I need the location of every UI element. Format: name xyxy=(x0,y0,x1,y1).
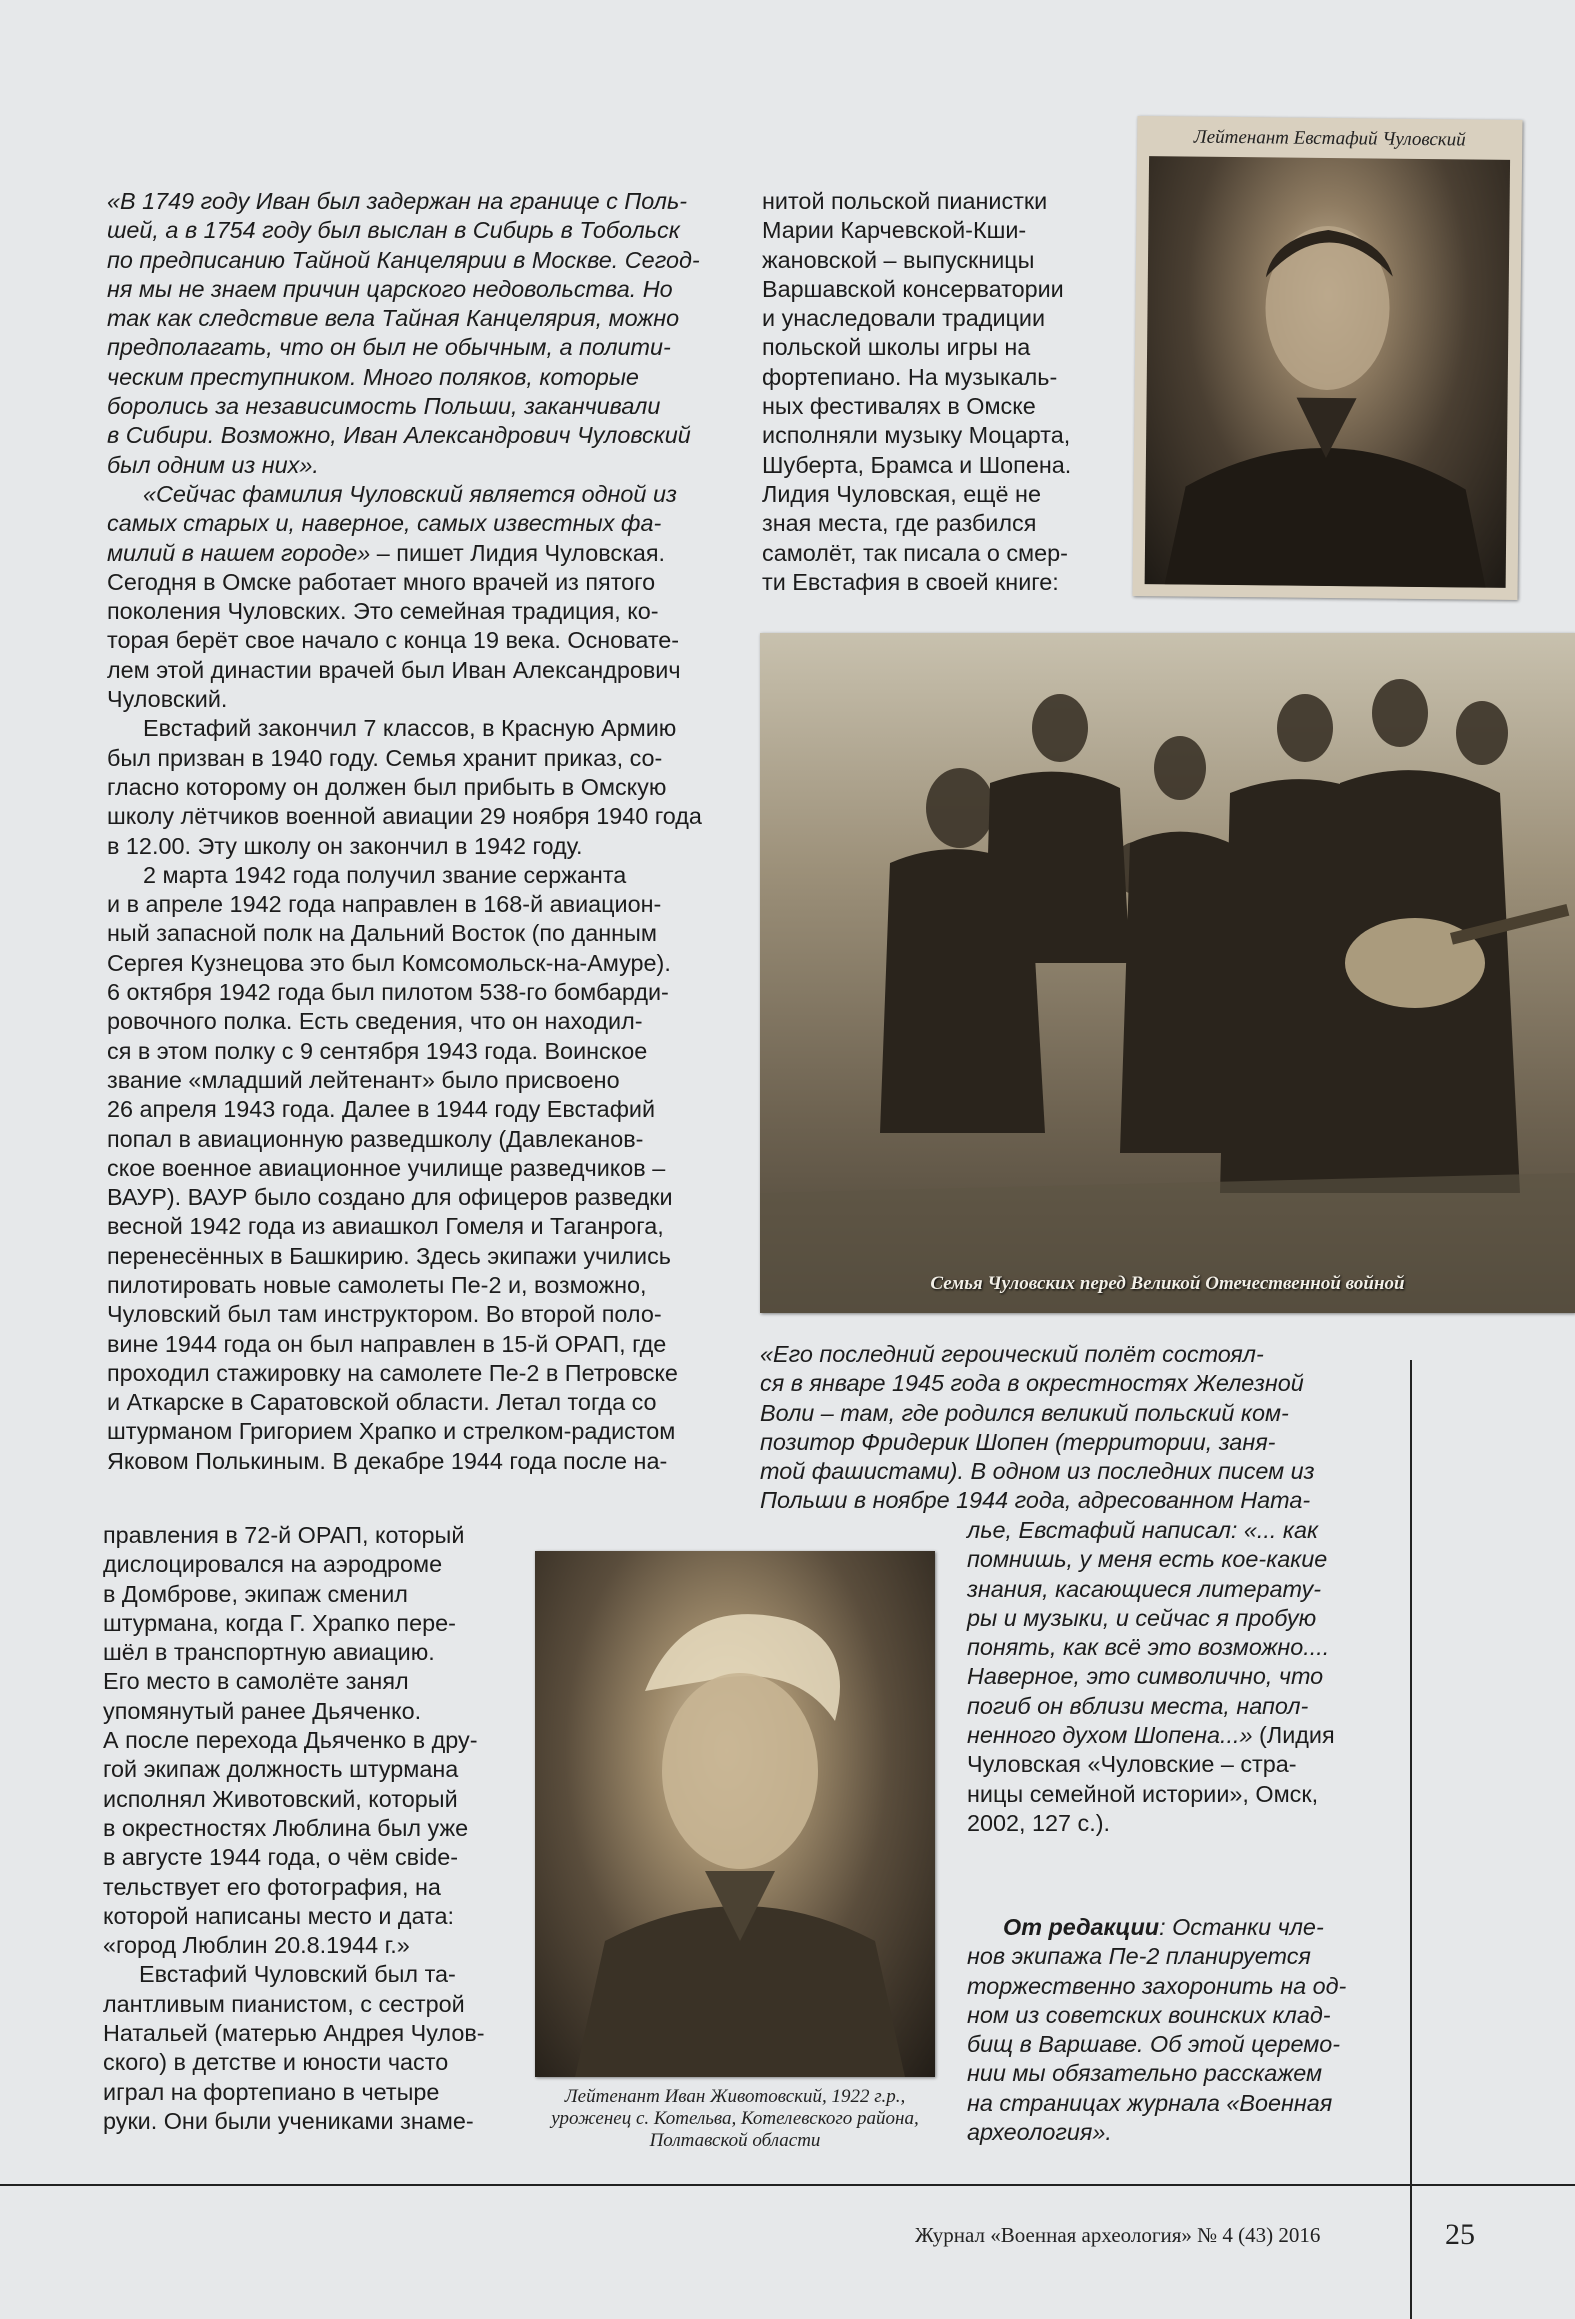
quote-paragraph-1: «В 1749 году Иван был задержан на границе с Поль- шей, а в 1754 году был выслан в Сибирь в Тобольск по предписанию Тайной Канцелярии в Москве. Сегод- ня мы не знаем причин царского недовольства. Но так как следствие вела Тайная Канцелярия, можно предполагать, что он был не обычным, а полити- ческим преступником. Много поляков, которые боролись за независимость Польши, заканчивали в Сибири. Возможно, Иван Александрович Чуловский был одним из них». xyxy=(107,188,700,478)
page-number: 25 xyxy=(1445,2218,1475,2251)
family-photo xyxy=(760,633,1575,1313)
portrait-top-caption: Лейтенант Евстафий Чуловский xyxy=(1193,126,1466,151)
portrait-silhouette xyxy=(1145,156,1510,588)
journal-footer: Журнал «Военная археология» № 4 (43) 2016 xyxy=(915,2223,1321,2247)
family-photo-scene xyxy=(760,633,1575,1313)
editor-note-label: От редакции xyxy=(1003,1914,1160,1940)
paragraph-5: Евстафий Чуловский был та- лантливым пианистом, с сестрой Натальей (матерью Андрея Чулов- ского) в детстве и юности часто играл на фортепиано в четыре руки. Они были учениками знаме- xyxy=(103,1961,485,2134)
portrait-photo-chulovsky xyxy=(1132,116,1522,600)
right-column-top xyxy=(762,187,1102,597)
footer-vertical-rule xyxy=(1410,1360,1412,2319)
chopin-quote-continued: лье, Евстафий написал: «... как помнишь, у меня есть кое-какие знания, касающиеся литерату- ры и музыки, и сейчас я пробую понять, как всё это возможно.... Наверное, это символично, что погиб он вблизи места, напол- ненного духом Шопена...» (Лидия Чуловская «Чуловские – стра- ницы семейной истории», Омск, 2002, 127 с.). xyxy=(967,1517,1335,1836)
paragraph-3: Евстафий закончил 7 классов, в Красную Армию был призван в 1940 году. Семья хранит приказ, со- гласно которому он должен был прибыть в Омскую школу лётчиков военной авиации 29 ноября 1940 года в 12.00. Эту школу он закончил в 1942 году. xyxy=(107,715,702,859)
portrait-photo-zhivotovsky xyxy=(535,1551,935,2077)
right-quote-wide xyxy=(760,1340,1380,1516)
footer-horizontal-rule xyxy=(0,2184,1575,2186)
right-paragraph-1: нитой польской пианистки Марии Карчевской-Кши- жановской – выпускницы Варшавской консерватории и унаследовали традиции польской школы игры на фортепиано. На музыкаль- ных фестивалях в Омске исполняли музыку Моцарта, Шуберта, Брамса и Шопена. Лидия Чуловская, ещё не зная места, где разбился самолёт, так писала о смер- ти Евстафия в своей книге: xyxy=(762,188,1072,595)
family-photo-caption: Семья Чуловских перед Великой Отечественной войной xyxy=(930,1273,1405,1294)
paragraph-2: «Сейчас фамилия Чуловский является одной из самых старых и, наверное, самых известных фа- милий в нашем городе» – пишет Лидия Чуловская. Сегодня в Омске работает много врачей из пятого поколения Чуловских. Это семейная традиция, ко- торая берёт свое начало с конца 19 века. Основате- лем этой династии врачей был Иван Александрович Чуловский. xyxy=(107,480,681,713)
portrait-bottom-silhouette xyxy=(535,1551,935,2077)
paragraph-4-continued: правления в 72-й ОРАП, который дислоцировался на аэродроме в Домброве, экипаж сменил штурмана, когда Г. Храпко пере- шёл в транспортную авиацию. Его место в самолёте занял упомянутый ранее Дьяченко. А после перехода Дьяченко в дру- гой экипаж должность штурмана исполнял Животовский, который в окрестностях Люблина был уже в августе 1944 года, о чём свide- тельствует его фотография, на которой написаны место и дата: «город Люблин 20.8.1944 г.» xyxy=(103,1522,478,1959)
left-column xyxy=(107,187,722,1476)
chopin-quote: «Его последний героический полёт состоял- ся в январе 1945 года в окрестностях Железной Воли – там, где родился великий польский ком- позитор Фридерик Шопен (территории, заня- той фашистами). В одном из последних писем из Польши в ноябре 1944 года, адресованном Ната- xyxy=(760,1341,1315,1514)
right-quote-narrow xyxy=(967,1516,1382,1838)
portrait-bottom-caption: Лейтенант Иван Животовский, 1922 г.р., уроженец с. Котельва, Котелевского района, Полтавской области xyxy=(551,2086,919,2151)
left-column-narrow xyxy=(103,1521,523,2136)
editor-note: От редакции: Останки чле- нов экипажа Пе-2 планируется торжественно захоронить на од- ном из советских воинских клад- бищ в Варшаве. Об этой церемо- нии мы обязательно расскажем на страницах журнала «Военная археология». xyxy=(967,1914,1347,2146)
paragraph-4: 2 марта 1942 года получил звание сержанта и в апреле 1942 года направлен в 168-й авиацион- ный запасной полк на Дальний Восток (по данным Сергея Кузнецова это был Комсомольск-на-Амуре). 6 октября 1942 года был пилотом 538-го бомбарди- ровочного полка. Есть сведения, что он находил- ся в этом полку с 9 сентября 1943 года. Воинское звание «младший лейтенант» было присвоено 26 апреля 1943 года. Далее в 1944 году Евстафий попал в авиационную разведшколу (Давлеканов- ское военное авиационное училище разведчиков – ВАУР). ВАУР было создано для офицеров разведки весной 1942 года из авиашкол Гомеля и Таганрога, перенесённых в Башкирию. Здесь экипажи учились пилотировать новые самолеты Пе-2 и, возможно, Чуловский был там инструктором. Во второй поло- вине 1944 года он был направлен в 15-й ОРАП, где проходил стажировку на самолете Пе-2 в Петровске и Аткарске в Саратовской области. Летал тогда со штурманом Григорием Храпко и стрелком-радистом Яковом Полькиным. В декабре 1944 года после на- xyxy=(107,861,678,1474)
